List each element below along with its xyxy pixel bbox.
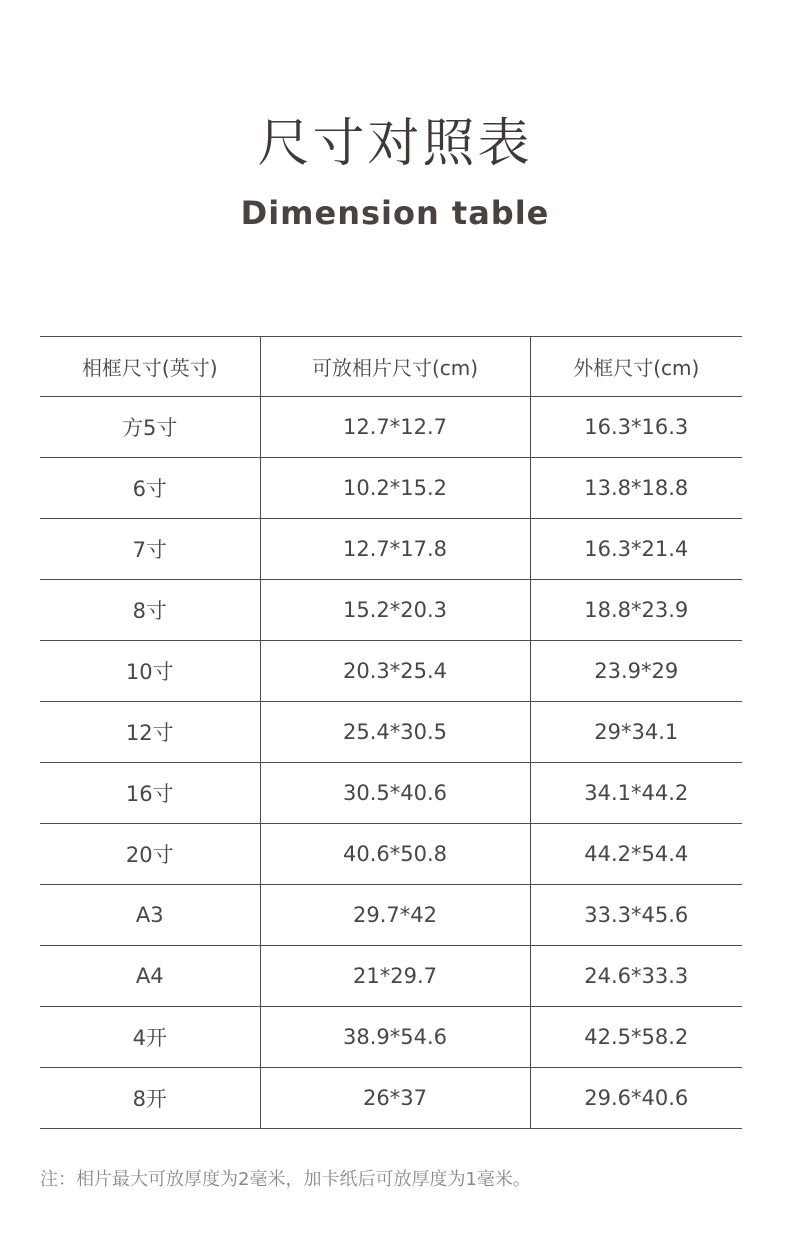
table-row bbox=[40, 946, 742, 1007]
cell-outer-size: 29*34.1 bbox=[530, 702, 742, 763]
cell-outer-size: 34.1*44.2 bbox=[530, 763, 742, 824]
table-row bbox=[40, 397, 742, 458]
table-row bbox=[40, 458, 742, 519]
cell-frame-size: 7寸 bbox=[40, 519, 260, 580]
cell-outer-size: 16.3*21.4 bbox=[530, 519, 742, 580]
table-header-row bbox=[40, 337, 742, 397]
table-row bbox=[40, 641, 742, 702]
cell-photo-size: 12.7*12.7 bbox=[260, 397, 530, 458]
cell-frame-size: A3 bbox=[40, 885, 260, 946]
cell-photo-size: 21*29.7 bbox=[260, 946, 530, 1007]
page-title-en: Dimension table bbox=[240, 194, 550, 232]
cell-photo-size: 15.2*20.3 bbox=[260, 580, 530, 641]
cell-photo-size: 20.3*25.4 bbox=[260, 641, 530, 702]
header-outer-size: 外框尺寸(cm) bbox=[530, 337, 742, 397]
table-row bbox=[40, 580, 742, 641]
cell-frame-size: 8寸 bbox=[40, 580, 260, 641]
cell-outer-size: 42.5*58.2 bbox=[530, 1007, 742, 1068]
header-frame-size: 相框尺寸(英寸) bbox=[40, 337, 260, 397]
table-row bbox=[40, 824, 742, 885]
cell-photo-size: 29.7*42 bbox=[260, 885, 530, 946]
cell-photo-size: 38.9*54.6 bbox=[260, 1007, 530, 1068]
table-row bbox=[40, 763, 742, 824]
cell-frame-size: 12寸 bbox=[40, 702, 260, 763]
table-row bbox=[40, 1007, 742, 1068]
cell-outer-size: 13.8*18.8 bbox=[530, 458, 742, 519]
cell-frame-size: 20寸 bbox=[40, 824, 260, 885]
cell-outer-size: 44.2*54.4 bbox=[530, 824, 742, 885]
cell-photo-size: 12.7*17.8 bbox=[260, 519, 530, 580]
cell-photo-size: 30.5*40.6 bbox=[260, 763, 530, 824]
table-row bbox=[40, 885, 742, 946]
cell-outer-size: 24.6*33.3 bbox=[530, 946, 742, 1007]
cell-frame-size: 4开 bbox=[40, 1007, 260, 1068]
cell-photo-size: 10.2*15.2 bbox=[260, 458, 530, 519]
cell-frame-size: 6寸 bbox=[40, 458, 260, 519]
cell-frame-size: A4 bbox=[40, 946, 260, 1007]
cell-outer-size: 33.3*45.6 bbox=[530, 885, 742, 946]
cell-frame-size: 16寸 bbox=[40, 763, 260, 824]
table-row bbox=[40, 1068, 742, 1129]
cell-outer-size: 23.9*29 bbox=[530, 641, 742, 702]
cell-photo-size: 26*37 bbox=[260, 1068, 530, 1129]
cell-outer-size: 29.6*40.6 bbox=[530, 1068, 742, 1129]
cell-frame-size: 方5寸 bbox=[40, 397, 260, 458]
cell-photo-size: 40.6*50.8 bbox=[260, 824, 530, 885]
footnote: 注：相片最大可放厚度为2毫米，加卡纸后可放厚度为1毫米。 bbox=[40, 1169, 531, 1190]
cell-outer-size: 16.3*16.3 bbox=[530, 397, 742, 458]
cell-frame-size: 10寸 bbox=[40, 641, 260, 702]
cell-photo-size: 25.4*30.5 bbox=[260, 702, 530, 763]
dimension-table bbox=[40, 336, 742, 1129]
table-row bbox=[40, 519, 742, 580]
cell-outer-size: 18.8*23.9 bbox=[530, 580, 742, 641]
cell-frame-size: 8开 bbox=[40, 1068, 260, 1129]
header-photo-size: 可放相片尺寸(cm) bbox=[260, 337, 530, 397]
table-row bbox=[40, 702, 742, 763]
page-title-cn: 尺寸对照表 bbox=[257, 114, 533, 174]
